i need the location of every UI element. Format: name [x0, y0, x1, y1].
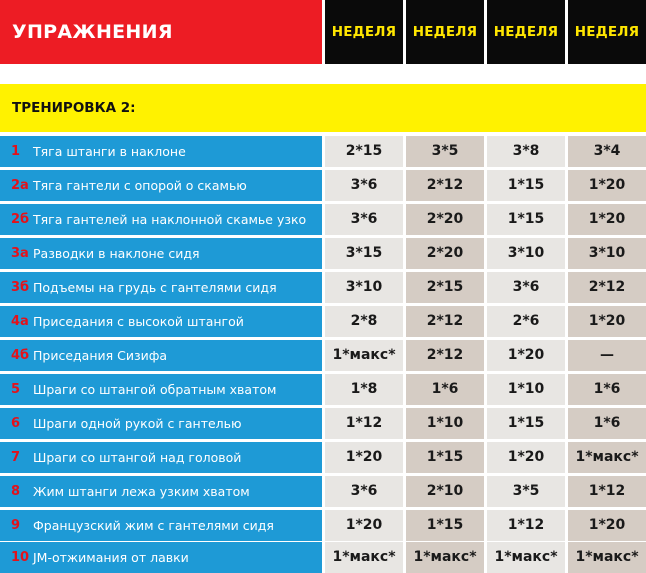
week-2-value: 1*макс*: [406, 542, 484, 573]
exercise-cell: [0, 542, 322, 573]
week-4-value: 1*макс*: [568, 542, 646, 573]
exercise-cell: [0, 510, 322, 541]
table-row: [0, 306, 646, 337]
week-3-value: 1*10: [487, 374, 565, 405]
week-2-value: 2*15: [406, 272, 484, 303]
exercise-cell: [0, 306, 322, 337]
exercise-name: Шраги со штангой над головой: [33, 450, 242, 465]
week-3-value: 1*15: [487, 170, 565, 201]
week-4-value: 2*12: [568, 272, 646, 303]
exercise-cell: [0, 442, 322, 473]
table-row: [0, 510, 646, 541]
week-2-value: 2*12: [406, 170, 484, 201]
week-1-value: 3*6: [325, 476, 403, 507]
week-4-value: 1*макс*: [568, 442, 646, 473]
week-1-value: 1*макс*: [325, 542, 403, 573]
table-row: [0, 408, 646, 439]
week-2-value: 2*20: [406, 204, 484, 235]
week-2-value: 2*20: [406, 238, 484, 269]
week-3-value: 1*12: [487, 510, 565, 541]
week-4-value: 1*20: [568, 170, 646, 201]
table-row: [0, 442, 646, 473]
table-row: [0, 340, 646, 371]
week-4-value: 1*20: [568, 510, 646, 541]
week-3-header: НЕДЕЛЯ: [487, 0, 565, 64]
exercise-number: 8: [11, 484, 21, 499]
week-1-header: НЕДЕЛЯ: [325, 0, 403, 64]
week-4-value: —: [568, 340, 646, 371]
week-3-value: 1*15: [487, 408, 565, 439]
exercise-cell: [0, 170, 322, 201]
week-3-value: 1*20: [487, 340, 565, 371]
week-1-value: 3*15: [325, 238, 403, 269]
week-1-value: 3*10: [325, 272, 403, 303]
week-1-value: 1*20: [325, 510, 403, 541]
exercise-name: Приседания Сизифа: [33, 348, 168, 363]
table-row: [0, 542, 646, 573]
exercise-name: Тяга гантелей на наклонной скамье узко: [33, 212, 307, 227]
week-3-value: 3*10: [487, 238, 565, 269]
week-1-value: 1*8: [325, 374, 403, 405]
table-row: [0, 238, 646, 269]
week-2-value: 2*12: [406, 306, 484, 337]
week-1-value: 3*6: [325, 170, 403, 201]
exercise-number: 2а: [11, 178, 29, 193]
week-1-value: 2*15: [325, 136, 403, 167]
table-header: [0, 0, 646, 64]
exercise-cell: [0, 272, 322, 303]
exercise-cell: [0, 340, 322, 371]
table-row: [0, 170, 646, 201]
exercise-cell: [0, 238, 322, 269]
exercise-name: Жим штанги лежа узким хватом: [33, 484, 250, 499]
exercise-cell: [0, 476, 322, 507]
exercise-name: Подъемы на грудь с гантелями сидя: [33, 280, 277, 295]
week-2-value: 2*10: [406, 476, 484, 507]
table-row: [0, 476, 646, 507]
exercises-header: УПРАЖНЕНИЯ: [0, 0, 322, 64]
week-1-value: 1*20: [325, 442, 403, 473]
week-2-value: 1*15: [406, 442, 484, 473]
week-2-value: 1*6: [406, 374, 484, 405]
section-title: ТРЕНИРОВКА 2:: [0, 84, 646, 132]
exercise-name: Шраги одной рукой с гантелью: [33, 416, 242, 431]
table-row: [0, 374, 646, 405]
week-3-value: 2*6: [487, 306, 565, 337]
week-4-value: 3*4: [568, 136, 646, 167]
exercise-number: 9: [11, 518, 21, 533]
exercise-number: 7: [11, 450, 21, 465]
exercise-number: 5: [11, 382, 21, 397]
week-2-value: 3*5: [406, 136, 484, 167]
exercise-number: 3а: [11, 246, 29, 261]
week-3-value: 3*5: [487, 476, 565, 507]
week-3-value: 1*20: [487, 442, 565, 473]
exercise-number: 2б: [11, 212, 30, 227]
week-2-value: 2*12: [406, 340, 484, 371]
exercise-cell: [0, 136, 322, 167]
week-3-value: 3*8: [487, 136, 565, 167]
week-4-value: 1*12: [568, 476, 646, 507]
week-4-value: 1*6: [568, 408, 646, 439]
exercise-name: Приседания с высокой штангой: [33, 314, 244, 329]
week-4-value: 1*20: [568, 204, 646, 235]
week-4-value: 1*6: [568, 374, 646, 405]
week-3-value: 3*6: [487, 272, 565, 303]
exercise-number: 1: [11, 144, 21, 159]
exercise-name: JM-отжимания от лавки: [33, 550, 189, 565]
week-1-value: 1*12: [325, 408, 403, 439]
week-1-value: 2*8: [325, 306, 403, 337]
week-1-value: 3*6: [325, 204, 403, 235]
week-2-header: НЕДЕЛЯ: [406, 0, 484, 64]
week-1-value: 1*макс*: [325, 340, 403, 371]
week-2-value: 1*10: [406, 408, 484, 439]
table-row: [0, 204, 646, 235]
exercise-name: Тяга гантели с опорой о скамью: [33, 178, 247, 193]
exercise-cell: [0, 374, 322, 405]
exercise-number: 6: [11, 416, 21, 431]
week-2-value: 1*15: [406, 510, 484, 541]
table-row: [0, 272, 646, 303]
exercise-name: Разводки в наклоне сидя: [33, 246, 200, 261]
week-4-value: 1*20: [568, 306, 646, 337]
exercise-number: 4а: [11, 314, 29, 329]
week-4-header: НЕДЕЛЯ: [568, 0, 646, 64]
exercise-cell: [0, 204, 322, 235]
week-4-value: 3*10: [568, 238, 646, 269]
exercise-number: 4б: [11, 348, 30, 363]
exercise-number: 10: [11, 550, 30, 565]
exercise-cell: [0, 408, 322, 439]
table-row: [0, 136, 646, 167]
exercise-name: Французский жим с гантелями сидя: [33, 518, 274, 533]
week-3-value: 1*15: [487, 204, 565, 235]
week-3-value: 1*макс*: [487, 542, 565, 573]
exercise-number: 3б: [11, 280, 30, 295]
exercise-name: Шраги со штангой обратным хватом: [33, 382, 277, 397]
exercise-name: Тяга штанги в наклоне: [33, 144, 186, 159]
